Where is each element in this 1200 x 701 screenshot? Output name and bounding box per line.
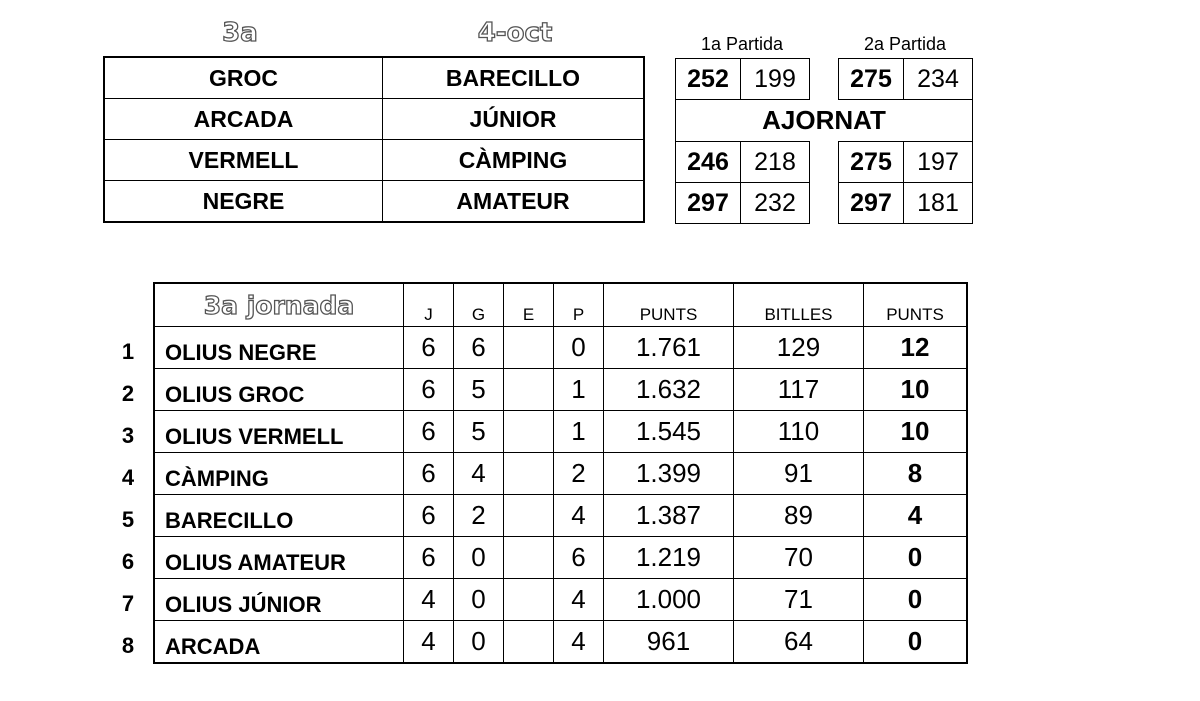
score-box xyxy=(838,182,973,224)
lost: 2 xyxy=(554,453,604,495)
league-points: 8 xyxy=(864,453,968,495)
won: 0 xyxy=(454,579,504,621)
header-g: G xyxy=(454,283,504,327)
pins: 64 xyxy=(734,621,864,664)
score-points: 1.399 xyxy=(604,453,734,495)
played: 6 xyxy=(404,369,454,411)
team-name: OLIUS NEGRE xyxy=(154,327,404,369)
rank-number: 2 xyxy=(121,380,135,406)
played: 4 xyxy=(404,621,454,664)
won: 6 xyxy=(454,327,504,369)
league-points: 10 xyxy=(864,369,968,411)
league-points: 12 xyxy=(864,327,968,369)
score-box xyxy=(838,141,973,183)
lost: 1 xyxy=(554,369,604,411)
score-points: 1.545 xyxy=(604,411,734,453)
score-points: 1.632 xyxy=(604,369,734,411)
score-home: 246 xyxy=(676,142,741,182)
team-name: ARCADA xyxy=(154,621,404,664)
round-title: 3a xyxy=(222,18,258,48)
table-row xyxy=(154,327,967,369)
drawn xyxy=(504,495,554,537)
played: 4 xyxy=(404,579,454,621)
score-home: 275 xyxy=(839,142,904,182)
table-row xyxy=(154,537,967,579)
lost: 0 xyxy=(554,327,604,369)
score-points: 1.761 xyxy=(604,327,734,369)
home-team: GROC xyxy=(104,57,383,99)
rank-number: 3 xyxy=(121,422,135,448)
drawn xyxy=(504,621,554,664)
match-row xyxy=(104,181,644,223)
score-away: 234 xyxy=(917,64,959,93)
pins: 89 xyxy=(734,495,864,537)
pins: 110 xyxy=(734,411,864,453)
header-e: E xyxy=(504,283,554,327)
team-name: OLIUS VERMELL xyxy=(154,411,404,453)
rank-number: 8 xyxy=(121,632,135,658)
partida-2-title: 2a Partida xyxy=(863,34,947,54)
lost: 4 xyxy=(554,495,604,537)
lost: 4 xyxy=(554,621,604,664)
header-points: PUNTS xyxy=(864,283,968,327)
match-row xyxy=(104,57,644,99)
team-name: OLIUS AMATEUR xyxy=(154,537,404,579)
table-row xyxy=(154,621,967,664)
match-row xyxy=(104,99,644,140)
standings-title-cell xyxy=(154,283,404,327)
table-row xyxy=(154,369,967,411)
score-box xyxy=(838,58,973,100)
drawn xyxy=(504,579,554,621)
partida-1-title: 1a Partida xyxy=(700,34,784,54)
rank-number: 6 xyxy=(121,548,135,574)
score-home: 297 xyxy=(839,183,904,223)
score-away: 199 xyxy=(754,64,796,93)
played: 6 xyxy=(404,453,454,495)
table-row xyxy=(154,495,967,537)
score-box xyxy=(675,182,810,224)
team-name: BARECILLO xyxy=(154,495,404,537)
score-away: 197 xyxy=(917,147,959,176)
score-home: 275 xyxy=(839,59,904,99)
table-row xyxy=(154,453,967,495)
away-team: BARECILLO xyxy=(383,57,645,99)
pins: 91 xyxy=(734,453,864,495)
lost: 1 xyxy=(554,411,604,453)
home-team: NEGRE xyxy=(104,181,383,223)
drawn xyxy=(504,327,554,369)
date-title: 4-oct xyxy=(477,18,553,48)
score-points: 1.219 xyxy=(604,537,734,579)
won: 5 xyxy=(454,411,504,453)
team-name: CÀMPING xyxy=(154,453,404,495)
standings-header-row xyxy=(154,283,967,327)
rank-number: 7 xyxy=(121,590,135,616)
header-punts: PUNTS xyxy=(604,283,734,327)
won: 0 xyxy=(454,621,504,664)
home-team: ARCADA xyxy=(104,99,383,140)
match-row xyxy=(104,140,644,181)
won: 4 xyxy=(454,453,504,495)
header-p: P xyxy=(554,283,604,327)
won: 2 xyxy=(454,495,504,537)
score-away: 218 xyxy=(754,147,796,176)
score-points: 1.387 xyxy=(604,495,734,537)
drawn xyxy=(504,453,554,495)
drawn xyxy=(504,411,554,453)
team-name: OLIUS JÚNIOR xyxy=(154,579,404,621)
won: 5 xyxy=(454,369,504,411)
rank-number: 4 xyxy=(121,464,135,490)
table-row xyxy=(154,579,967,621)
away-team: CÀMPING xyxy=(383,140,645,181)
score-points: 1.000 xyxy=(604,579,734,621)
table-row xyxy=(154,411,967,453)
won: 0 xyxy=(454,537,504,579)
score-points: 961 xyxy=(604,621,734,664)
header-j: J xyxy=(404,283,454,327)
postponed-label: AJORNAT xyxy=(675,98,973,142)
rank-number: 1 xyxy=(121,338,135,364)
pins: 129 xyxy=(734,327,864,369)
rank-number: 5 xyxy=(121,506,135,532)
score-box xyxy=(675,141,810,183)
lost: 6 xyxy=(554,537,604,579)
pins: 71 xyxy=(734,579,864,621)
home-team: VERMELL xyxy=(104,140,383,181)
league-points: 0 xyxy=(864,537,968,579)
pins: 70 xyxy=(734,537,864,579)
played: 6 xyxy=(404,411,454,453)
standings-table xyxy=(153,282,968,664)
standings-title: 3a jornada xyxy=(203,290,355,320)
matches-table xyxy=(103,56,645,223)
drawn xyxy=(504,369,554,411)
league-points: 0 xyxy=(864,579,968,621)
lost: 4 xyxy=(554,579,604,621)
score-home: 297 xyxy=(676,183,741,223)
played: 6 xyxy=(404,537,454,579)
score-away: 232 xyxy=(754,188,796,217)
away-team: AMATEUR xyxy=(383,181,645,223)
drawn xyxy=(504,537,554,579)
score-box xyxy=(675,58,810,100)
league-points: 10 xyxy=(864,411,968,453)
pins: 117 xyxy=(734,369,864,411)
played: 6 xyxy=(404,495,454,537)
league-points: 0 xyxy=(864,621,968,664)
score-home: 252 xyxy=(676,59,741,99)
away-team: JÚNIOR xyxy=(383,99,645,140)
team-name: OLIUS GROC xyxy=(154,369,404,411)
league-points: 4 xyxy=(864,495,968,537)
header-bitlles: BITLLES xyxy=(734,283,864,327)
played: 6 xyxy=(404,327,454,369)
score-away: 181 xyxy=(917,188,959,217)
